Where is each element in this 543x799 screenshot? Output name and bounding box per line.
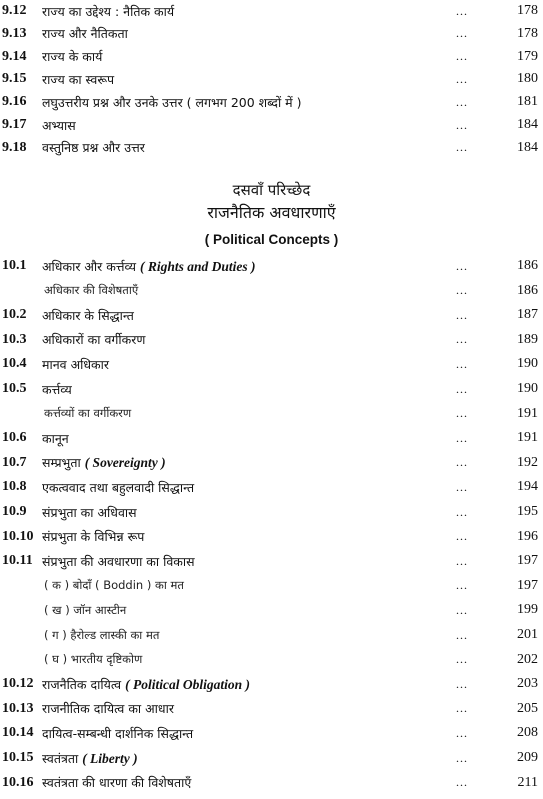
toc-entry-title — [42, 94, 301, 111]
toc-entry-number: 9.18 — [2, 139, 27, 155]
toc-entry-leader-dots: ... — [456, 94, 468, 109]
toc-entry-page-number: 178 — [517, 3, 538, 18]
toc-entry-title — [42, 553, 195, 570]
toc-entry — [0, 0, 543, 22]
toc-entry-title-text: ( घ ) भारतीय दृष्टिकोण — [44, 652, 143, 667]
toc-entry-leader-dots: ... — [456, 775, 468, 790]
toc-entry — [0, 329, 543, 351]
toc-entry-leader-dots: ... — [456, 71, 468, 86]
toc-entry — [0, 624, 543, 646]
toc-entry-number: 10.4 — [2, 356, 27, 372]
toc-entry-page-number: 192 — [517, 454, 538, 470]
toc-entry — [0, 649, 543, 671]
toc-entry-title-text: एकत्ववाद तथा बहुलवादी सिद्धान्त — [42, 479, 195, 495]
toc-entry-title — [42, 117, 76, 134]
toc-entry-leader-dots: ... — [456, 725, 468, 740]
toc-entry-english-title: ( Liberty ) — [82, 750, 138, 766]
toc-entry-number: 10.3 — [2, 331, 27, 347]
toc-entry-page-number: 201 — [517, 627, 538, 642]
toc-entry — [0, 46, 543, 68]
toc-entry — [0, 575, 543, 597]
toc-entry-title-text: स्वतंत्रता — [42, 750, 79, 766]
toc-entry-title — [42, 454, 166, 471]
toc-entry-page-number: 211 — [517, 774, 538, 790]
toc-entry-leader-dots: ... — [456, 381, 468, 396]
toc-entry-title-text: अधिकार और कर्त्तव्य — [42, 258, 137, 274]
toc-entry-number: 10.9 — [2, 504, 27, 519]
toc-entry-title — [42, 676, 250, 693]
toc-entry-number: 10.7 — [2, 454, 27, 470]
toc-entry-title — [42, 3, 174, 20]
toc-entry-page-number: 203 — [517, 676, 538, 692]
toc-entry-title-text: कर्त्तव्यों का वर्गीकरण — [44, 406, 132, 421]
toc-entry-leader-dots: ... — [456, 356, 468, 371]
toc-entry-leader-dots: ... — [456, 553, 468, 568]
toc-entry — [0, 747, 543, 769]
toc-entry-title-text: राजनीतिक दायित्व का आधार — [42, 701, 174, 717]
toc-entry-title — [42, 774, 191, 791]
toc-entry-page-number: 180 — [517, 71, 538, 87]
toc-entry — [0, 427, 543, 449]
toc-entry — [0, 403, 543, 425]
toc-entry-title-text: लघुउत्तरीय प्रश्न और उनके उत्तर ( लगभग 200 शब्दों में ) — [42, 94, 302, 110]
toc-entry — [0, 722, 543, 744]
toc-entry-title — [44, 603, 126, 618]
toc-entry-title-text: वस्तुनिष्ठ प्रश्न और उत्तर — [42, 140, 145, 156]
toc-entry-title — [42, 48, 102, 65]
toc-entry-leader-dots: ... — [456, 307, 468, 322]
toc-entry-title — [42, 307, 134, 324]
toc-entry — [0, 280, 543, 302]
toc-entry-page-number: 184 — [517, 117, 538, 132]
toc-entry-number: 10.10 — [2, 528, 34, 544]
toc-entry-leader-dots: ... — [456, 602, 468, 617]
toc-entry-title — [44, 652, 142, 667]
toc-entry-leader-dots: ... — [456, 332, 468, 347]
toc-entry-number: 10.14 — [2, 725, 34, 741]
toc-entry — [0, 550, 543, 572]
toc-entry-page-number: 196 — [517, 528, 538, 544]
toc-entry-title — [42, 258, 256, 275]
toc-entry-page-number: 178 — [517, 25, 538, 41]
toc-entry — [0, 137, 543, 159]
toc-entry-leader-dots: ... — [456, 652, 468, 667]
toc-entry-title-text: राज्य के कार्य — [42, 49, 103, 65]
toc-entry-number: 9.17 — [2, 117, 27, 132]
toc-entry-title-text: राजनैतिक दायित्व — [42, 676, 122, 692]
toc-entry-number: 10.8 — [2, 479, 27, 495]
toc-entry-title — [42, 356, 109, 373]
toc-entry-title-text: राज्य का उद्देश्य : नैतिक कार्य — [42, 3, 175, 19]
toc-entry-title — [42, 700, 174, 717]
toc-entry-page-number: 186 — [517, 282, 538, 298]
toc-entry-page-number: 186 — [517, 258, 538, 273]
toc-entry-title-text: ( ग ) हैरोल्ड लास्की का मत — [44, 627, 160, 642]
toc-entry-leader-dots: ... — [456, 430, 468, 445]
toc-entry-title-text: दायित्व-सम्बन्धी दार्शनिक सिद्धान्त — [42, 725, 194, 741]
toc-entry-page-number: 208 — [517, 725, 538, 741]
toc-entry-title — [44, 406, 131, 421]
toc-entry-number: 9.13 — [2, 25, 27, 41]
toc-entry — [0, 114, 543, 136]
toc-entry-title — [44, 628, 159, 643]
toc-entry-leader-dots: ... — [456, 140, 468, 155]
toc-entry-title-text: कानून — [42, 430, 69, 446]
toc-entry-title — [42, 504, 137, 521]
toc-entry-title-text: अभ्यास — [42, 117, 76, 133]
toc-entry-page-number: 189 — [517, 331, 538, 347]
toc-entry-title — [42, 25, 128, 42]
toc-entry — [0, 501, 543, 523]
toc-entry — [0, 378, 543, 400]
toc-entry-page-number: 197 — [517, 577, 538, 593]
toc-entry-leader-dots: ... — [456, 676, 468, 691]
chapter-title-heading: राजनैतिक अवधारणाएँ — [207, 203, 336, 222]
toc-entry-leader-dots: ... — [456, 701, 468, 716]
toc-entry-page-number: 190 — [517, 356, 538, 372]
toc-entry-title — [42, 331, 145, 348]
toc-entry-number: 10.12 — [2, 676, 34, 692]
toc-entry-title — [42, 71, 114, 88]
toc-entry-page-number: 195 — [517, 504, 538, 519]
toc-entry-number: 10.6 — [2, 430, 27, 446]
toc-entry-page-number: 194 — [517, 479, 538, 495]
toc-entry-number: 9.16 — [2, 94, 27, 110]
toc-entry-title-text: संप्रभुता का अधिवास — [42, 504, 137, 520]
toc-entry-title — [42, 139, 145, 156]
toc-entry-title — [44, 578, 184, 593]
toc-entry-title-text: संप्रभुता के विभिन्न रूप — [42, 529, 145, 545]
toc-entry — [0, 772, 543, 794]
chapter-number-heading: दसवाँ परिच्छेद — [232, 181, 311, 199]
toc-entry-english-title: ( Rights and Duties ) — [140, 258, 256, 274]
toc-entry-english-title: ( Political Obligation ) — [125, 676, 250, 692]
toc-entry — [0, 23, 543, 45]
toc-entry-leader-dots: ... — [456, 26, 468, 41]
toc-entry-page-number: 209 — [517, 750, 538, 765]
toc-entry-number: 9.12 — [2, 3, 27, 18]
toc-entry-title-text: ( ख ) जॉन आस्टीन — [44, 602, 127, 617]
toc-entry — [0, 476, 543, 498]
toc-entry — [0, 698, 543, 720]
toc-entry-english-title: ( Sovereignty ) — [84, 455, 166, 471]
toc-entry-title-text: ( क ) बोदाँ ( Boddin ) का मत — [44, 578, 184, 593]
toc-entry-leader-dots: ... — [456, 750, 468, 765]
toc-entry-number: 10.11 — [2, 553, 33, 569]
toc-entry-leader-dots: ... — [456, 578, 468, 593]
toc-entry-title — [42, 725, 193, 742]
toc-entry-page-number: 190 — [517, 381, 538, 396]
toc-entry-number: 10.13 — [2, 700, 34, 716]
toc-entry — [0, 452, 543, 474]
toc-entry — [0, 673, 543, 695]
toc-entry-page-number: 179 — [517, 48, 538, 64]
toc-entry-page-number: 191 — [517, 430, 538, 446]
toc-entry — [0, 304, 543, 326]
toc-entry-page-number: 199 — [517, 602, 538, 618]
toc-entry-title-text: अधिकारों का वर्गीकरण — [42, 332, 146, 348]
toc-entry-title-text: सम्प्रभुता — [42, 455, 81, 471]
toc-entry-title-text: कर्त्तव्य — [42, 381, 72, 397]
toc-entry-number: 9.15 — [2, 71, 27, 87]
toc-entry — [0, 91, 543, 113]
toc-entry-title-text: राज्य और नैतिकता — [42, 26, 128, 42]
toc-entry-page-number: 197 — [517, 553, 538, 569]
chapter-english-title: ( Political Concepts ) — [204, 232, 339, 247]
toc-entry-leader-dots: ... — [456, 3, 468, 18]
toc-entry-number: 9.14 — [2, 48, 27, 64]
toc-entry-leader-dots: ... — [456, 627, 468, 642]
toc-entry — [0, 68, 543, 90]
toc-entry-leader-dots: ... — [456, 479, 468, 494]
toc-entry-leader-dots: ... — [456, 504, 468, 519]
toc-entry-title-text: स्वतंत्रता की धारणा की विशेषताएँ — [42, 775, 192, 791]
toc-entry — [0, 599, 543, 621]
toc-entry-page-number: 187 — [517, 307, 538, 323]
toc-entry-number: 10.16 — [2, 774, 34, 790]
toc-entry-page-number: 191 — [517, 405, 538, 421]
toc-entry — [0, 255, 543, 277]
toc-entry-leader-dots: ... — [456, 283, 468, 298]
toc-entry-leader-dots: ... — [456, 258, 468, 273]
toc-entry-title — [42, 528, 144, 545]
toc-entry-title-text: अधिकार की विशेषताएँ — [44, 283, 139, 298]
toc-entry-title-text: मानव अधिकार — [42, 356, 109, 372]
toc-entry-title — [44, 283, 138, 298]
toc-entry-title — [42, 750, 138, 767]
toc-entry-number: 10.15 — [2, 750, 34, 765]
toc-entry-title-text: राज्य का स्वरूप — [42, 71, 115, 87]
toc-entry-leader-dots: ... — [456, 455, 468, 470]
toc-entry-page-number: 202 — [517, 651, 538, 667]
toc-entry-title-text: अधिकार के सिद्धान्त — [42, 307, 134, 323]
toc-entry-title — [42, 430, 69, 447]
toc-entry-title — [42, 381, 72, 398]
toc-entry-leader-dots: ... — [456, 117, 468, 132]
toc-entry-number: 10.2 — [2, 307, 27, 323]
toc-entry — [0, 353, 543, 375]
toc-entry — [0, 526, 543, 548]
toc-entry-leader-dots: ... — [456, 406, 468, 421]
toc-entry-leader-dots: ... — [456, 529, 468, 544]
toc-entry-page-number: 184 — [517, 139, 538, 155]
toc-entry-page-number: 181 — [517, 94, 538, 110]
toc-entry-number: 10.5 — [2, 381, 27, 396]
toc-entry-page-number: 205 — [517, 700, 538, 716]
toc-entry-leader-dots: ... — [456, 49, 468, 64]
toc-entry-title-text: संप्रभुता की अवधारणा का विकास — [42, 553, 195, 569]
toc-entry-number: 10.1 — [2, 258, 27, 273]
toc-entry-title — [42, 479, 194, 496]
